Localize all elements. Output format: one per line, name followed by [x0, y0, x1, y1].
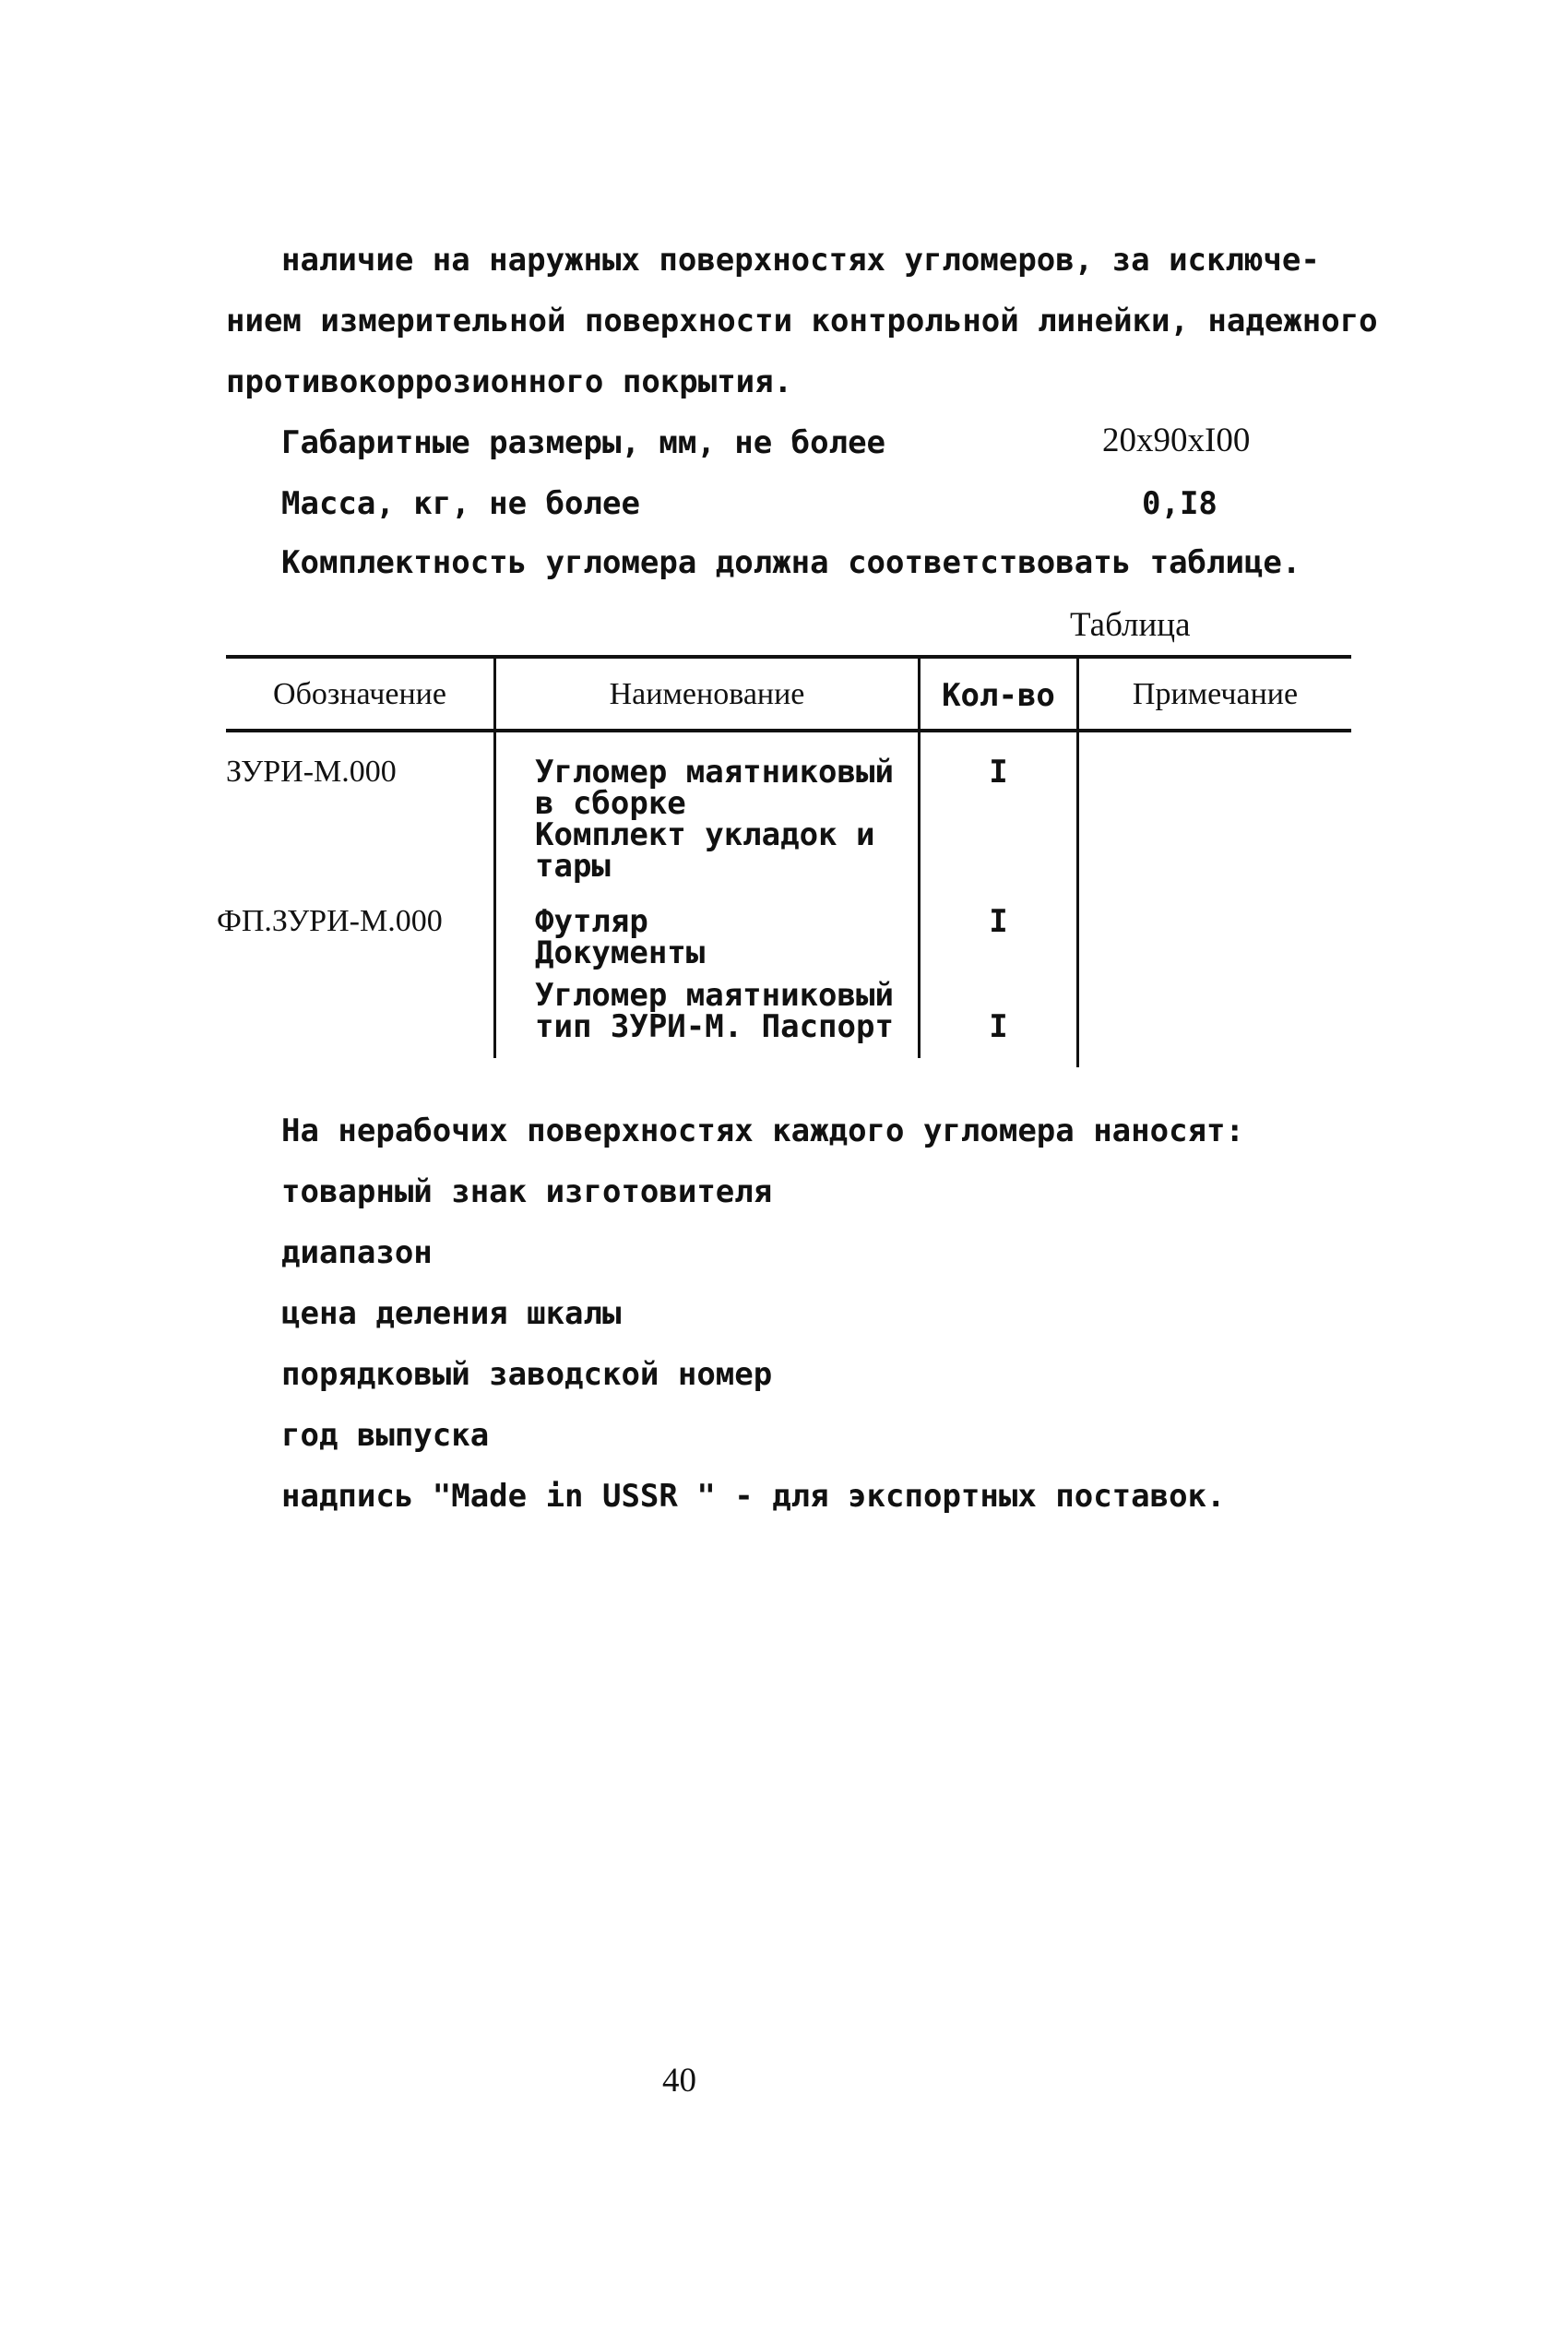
marking-heading: На нерабочих поверхностях каждого угломера наносят:	[281, 1112, 1244, 1149]
table-row-2-name-line-1: Футляр	[535, 903, 648, 940]
table-header-rule	[226, 729, 1351, 732]
intro-line-3: противокоррозионного покрытия.	[226, 363, 793, 400]
table-caption: Таблица	[1070, 606, 1191, 644]
table-top-rule	[226, 655, 1351, 659]
table-row-3-qty: I	[989, 1008, 1008, 1045]
marking-item-2: диапазон	[281, 1234, 433, 1271]
table-row-1-designation: ЗУРИ-М.000	[226, 755, 397, 789]
intro-line-2: нием измерительной поверхности контрольной линейки, надежного	[226, 303, 1378, 339]
table-row-1-name	[535, 754, 894, 885]
table-header-qty: Кол-во	[942, 677, 1055, 714]
marking-item-5: год выпуска	[281, 1417, 490, 1454]
mass-label: Масса, кг, не более	[281, 485, 640, 522]
marking-item-6: надпись "Made in USSR " - для экспортных поставок.	[281, 1478, 1226, 1515]
table-row-1-name-line-1: Угломер маятниковый	[535, 754, 894, 791]
table-row-1-qty: I	[989, 754, 1008, 791]
marking-item-4: порядковый заводской номер	[281, 1356, 773, 1393]
table-col-divider-3	[1076, 657, 1079, 1067]
page-number: 40	[662, 2062, 696, 2100]
dims-label: Габаритные размеры, мм, не более	[281, 424, 886, 461]
table-header-name: Наименование	[609, 677, 805, 711]
table-row-1-name-line-3: Комплект укладок и	[535, 816, 875, 853]
table-header-note: Примечание	[1132, 677, 1299, 711]
table-row-2-designation: ФП.ЗУРИ-М.000	[217, 904, 443, 938]
marking-item-3: цена деления шкалы	[281, 1295, 622, 1332]
marking-item-1: товарный знак изготовителя	[281, 1173, 773, 1210]
table-row-3-name-line-2: тип ЗУРИ-М. Паспорт	[535, 1008, 894, 1045]
completeness-line: Комплектность угломера должна соответствовать таблице.	[281, 544, 1301, 581]
table-row-2-name-line-2: Документы	[535, 934, 706, 971]
table-row-2-qty: I	[989, 903, 1008, 940]
table-row-2-name	[535, 903, 706, 971]
intro-line-1: наличие на наружных поверхностях угломеров, за исключе-	[281, 242, 1320, 279]
mass-value: 0,I8	[1142, 485, 1218, 522]
table-row-3-name-line-1: Угломер маятниковый	[535, 977, 894, 1014]
table-row-1-name-line-4: тары	[535, 848, 611, 885]
dims-value: 20х90хI00	[1102, 422, 1251, 459]
table-header-designation: Обозначение	[273, 677, 446, 711]
table-col-divider-2	[918, 657, 921, 1058]
table-row-1-name-line-2: в сборке	[535, 785, 686, 822]
table-row-3-name	[535, 977, 894, 1045]
table-col-divider-1	[493, 657, 496, 1058]
